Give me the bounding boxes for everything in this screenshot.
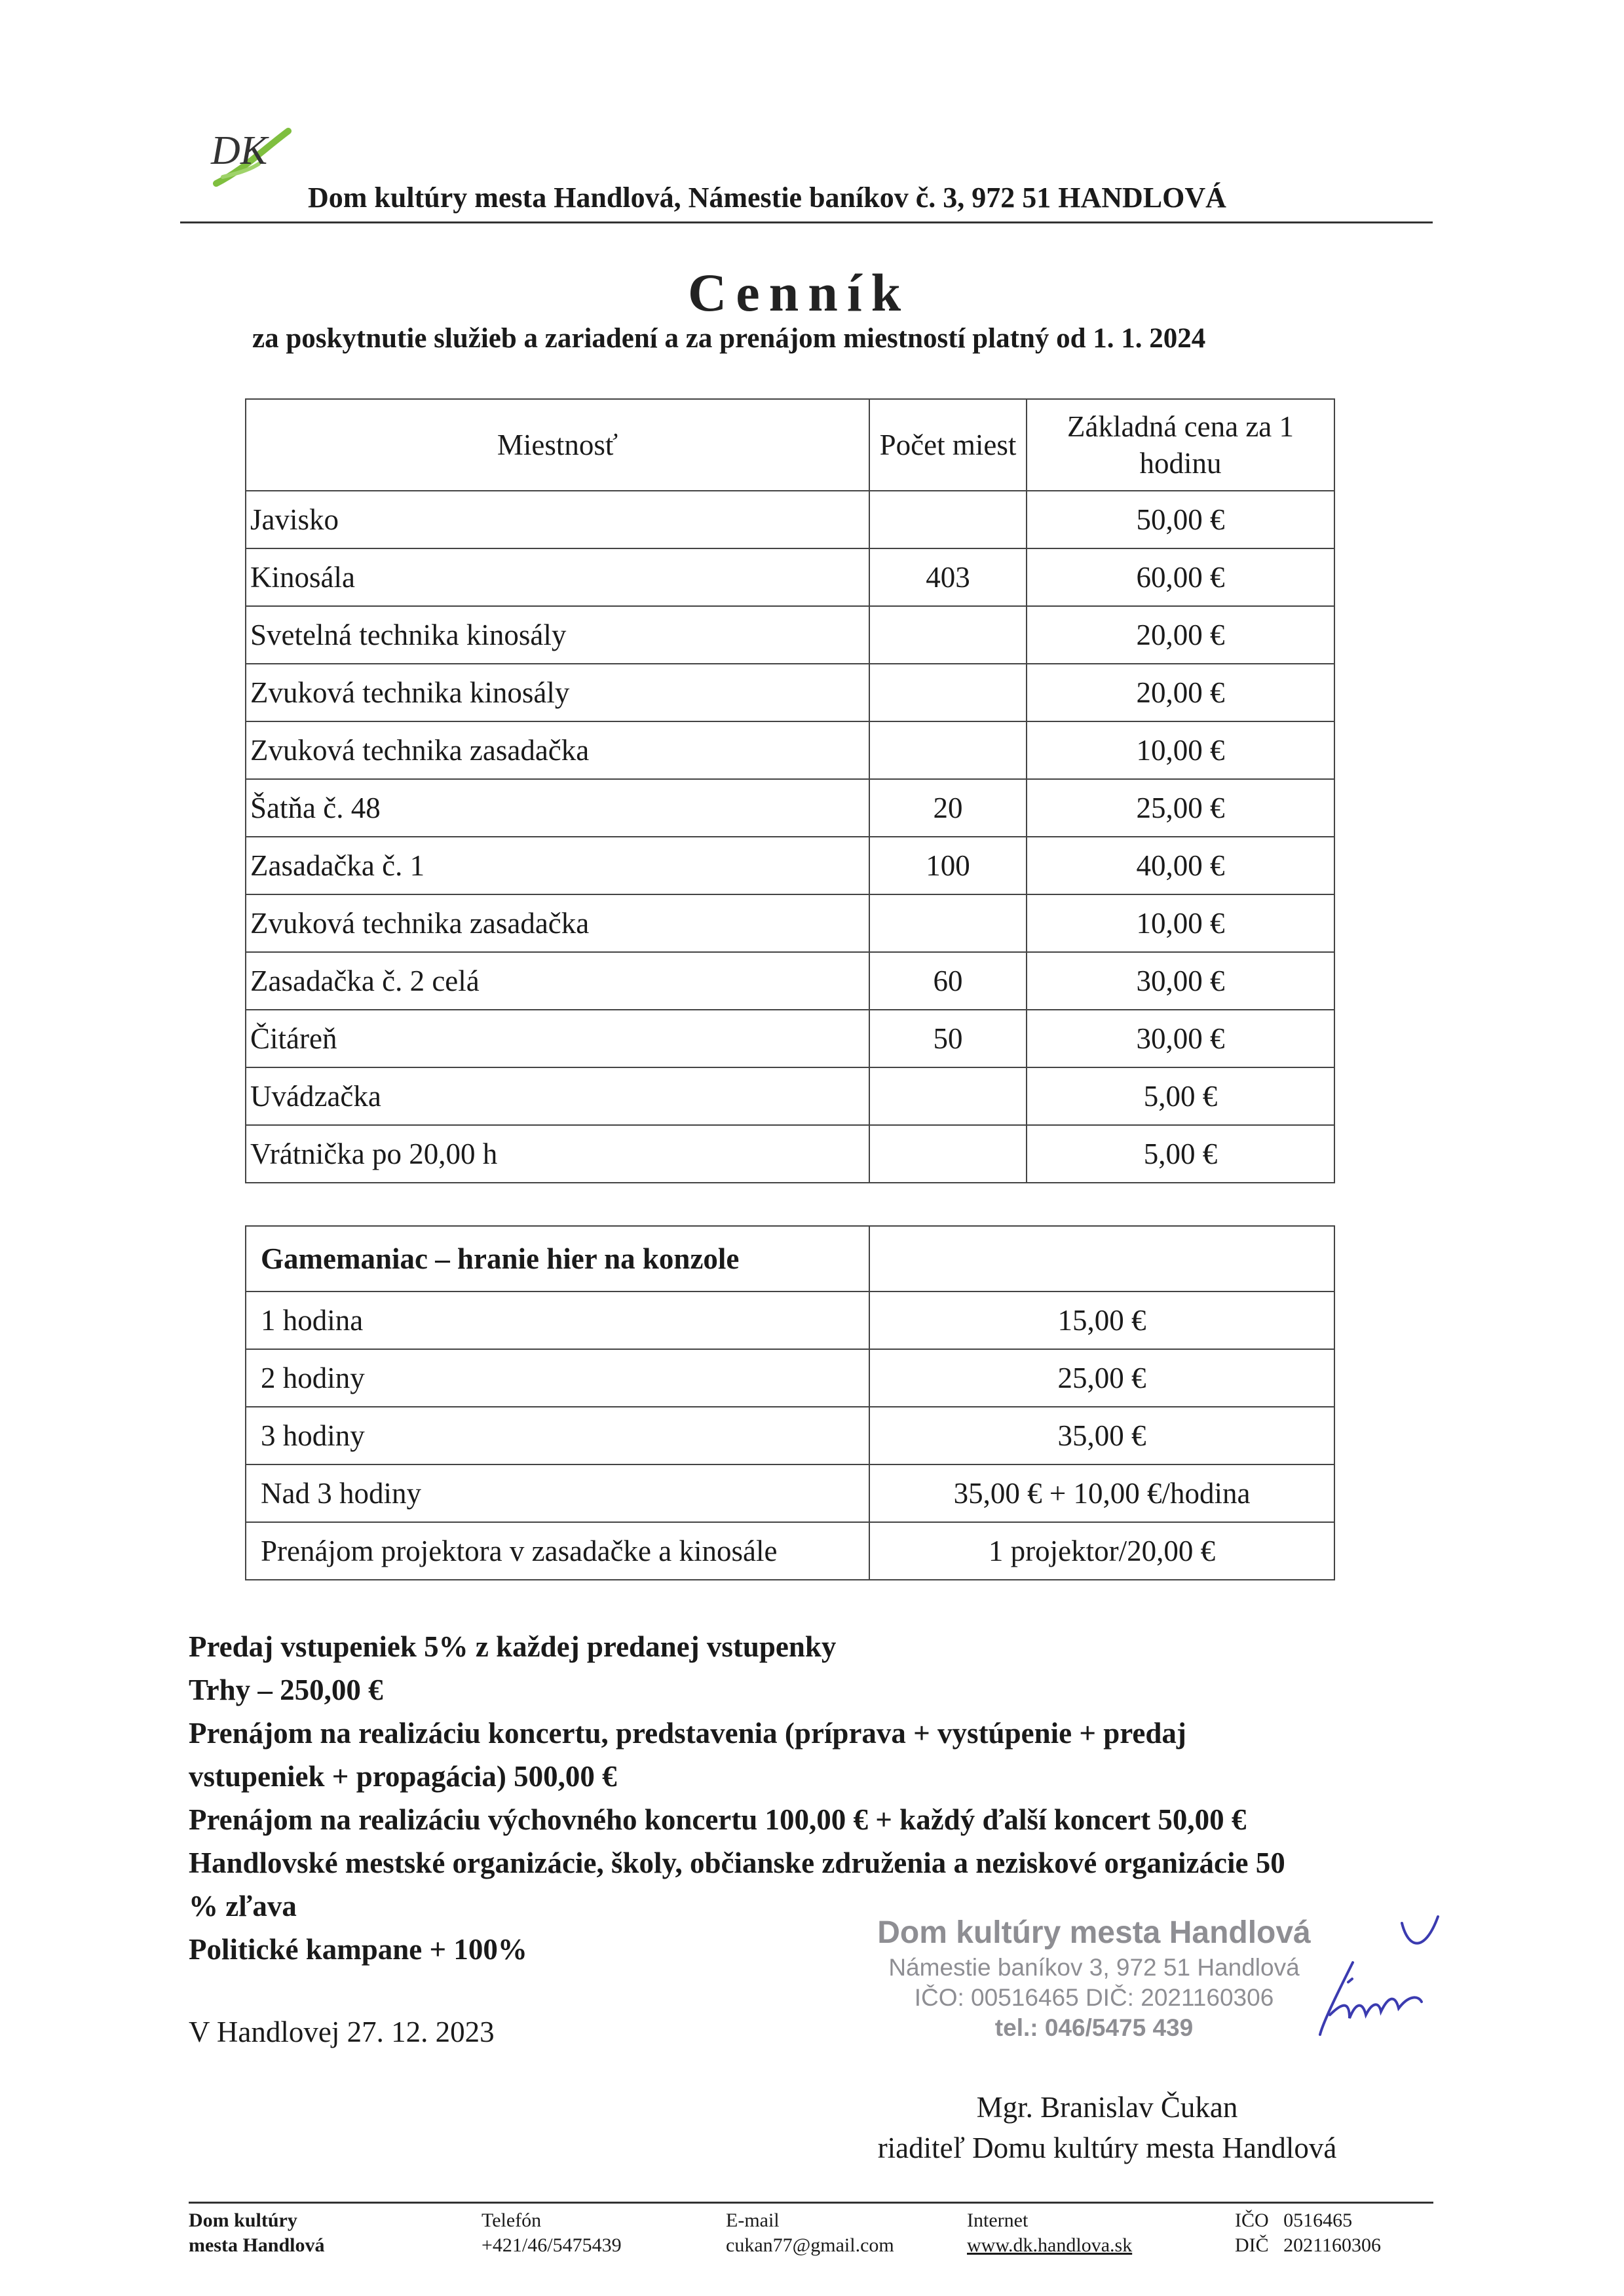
table-header-row [246,399,1334,491]
dk-logo [197,111,295,197]
note-line: Trhy – 250,00 € [189,1674,383,1706]
footer-ico-value: 0516465 [1283,2210,1353,2231]
room-cell: Uvádzačka [246,1067,869,1125]
footer-email-label: E-mail [726,2210,780,2231]
room-cell: Javisko [246,491,869,548]
capacity-cell: 100 [869,837,1027,894]
header-title: Dom kultúry mesta Handlová, Námestie baníkov č. 3, 972 51 HANDLOVÁ [308,182,1226,214]
capacity-cell: 403 [869,548,1027,606]
price-cell: 10,00 € [1027,894,1334,952]
capacity-cell [869,491,1027,548]
price-cell: 50,00 € [1027,491,1334,548]
price-cell: 10,00 € [1027,721,1334,779]
capacity-cell: 20 [869,779,1027,837]
price-cell: 35,00 € [869,1407,1334,1464]
room-cell: Čitáreň [246,1010,869,1067]
item-cell: 2 hodiny [246,1349,869,1407]
table-row [246,548,1334,606]
item-cell: Prenájom projektora v zasadačke a kinosále [246,1522,869,1580]
note-line: Politické kampane + 100% [189,1933,527,1966]
stamp-line-3: IČO: 00516465 DIČ: 2021160306 [914,1984,1274,2011]
note-line: Handlovské mestské organizácie, školy, občianske združenia a neziskové organizácie 50 [189,1846,1285,1879]
gamemaniac-price-table [245,1225,1335,1580]
price-cell: 5,00 € [1027,1125,1334,1183]
table-row [246,1522,1334,1580]
price-cell: 5,00 € [1027,1067,1334,1125]
document-subtitle: za poskytnutie služieb a zariadení a za prenájom miestností platný od 1. 1. 2024 [252,323,1206,354]
footer-web-link[interactable]: www.dk.handlova.sk [967,2234,1133,2256]
footer-divider [189,2202,1433,2204]
gamemaniac-header-row [246,1226,1334,1292]
footer-dic-label: DIČ [1235,2234,1269,2256]
table-row [246,491,1334,548]
capacity-cell [869,664,1027,721]
note-line: Prenájom na realizáciu koncertu, predstavenia (príprava + vystúpenie + predaj [189,1717,1186,1750]
item-cell: Nad 3 hodiny [246,1464,869,1522]
room-cell: Zvuková technika zasadačka [246,721,869,779]
note-line: vstupeniek + propagácia) 500,00 € [189,1760,617,1793]
table-row [246,894,1334,952]
price-cell: 20,00 € [1027,606,1334,664]
footer-org-line-2: mesta Handlová [189,2234,325,2256]
room-cell: Zvuková technika kinosály [246,664,869,721]
document-title: Cenník [688,263,911,322]
item-cell: 1 hodina [246,1292,869,1349]
note-line: % zľava [189,1890,297,1923]
date-line: V Handlovej 27. 12. 2023 [189,2016,495,2048]
room-cell: Kinosála [246,548,869,606]
header-divider [180,221,1433,223]
price-cell: 25,00 € [869,1349,1334,1407]
room-cell: Svetelná technika kinosály [246,606,869,664]
column-header-capacity: Počet miest [869,399,1027,491]
note-line: Prenájom na realizáciu výchovného koncertu 100,00 € + každý ďalší koncert 50,00 € [189,1803,1247,1836]
capacity-cell [869,894,1027,952]
stamp-line-1: Dom kultúry mesta Handlová [877,1915,1311,1950]
stamp-line-4: tel.: 046/5475 439 [994,2014,1194,2041]
table-row [246,1292,1334,1349]
capacity-cell [869,606,1027,664]
room-cell: Zasadačka č. 2 celá [246,952,869,1010]
price-cell: 30,00 € [1027,1010,1334,1067]
signer-block [812,2087,1402,2168]
table-row [246,1067,1334,1125]
footer-phone-label: Telefón [482,2210,542,2231]
table-row [246,721,1334,779]
table-row [246,664,1334,721]
gamemaniac-header-empty [869,1226,1334,1292]
note-line: Predaj vstupeniek 5% z každej predanej vstupenky [189,1630,837,1663]
footer-dic-value: 2021160306 [1283,2234,1382,2256]
price-cell: 60,00 € [1027,548,1334,606]
price-cell: 20,00 € [1027,664,1334,721]
signer-name: Mgr. Branislav Čukan [976,2091,1238,2124]
capacity-cell: 60 [869,952,1027,1010]
column-header-room: Miestnosť [246,399,869,491]
footer-email [726,2208,894,2258]
handwritten-signature [1304,1904,1454,2054]
price-cell: 15,00 € [869,1292,1334,1349]
table-row [246,1349,1334,1407]
footer-web-label: Internet [967,2210,1029,2231]
table-row [246,779,1334,837]
price-cell: 30,00 € [1027,952,1334,1010]
table-row [246,1010,1334,1067]
room-cell: Šatňa č. 48 [246,779,869,837]
signer-role: riaditeľ Domu kultúry mesta Handlová [877,2132,1337,2164]
item-cell: 3 hodiny [246,1407,869,1464]
footer-phone [482,2208,622,2258]
room-cell: Zvuková technika zasadačka [246,894,869,952]
capacity-cell [869,1125,1027,1183]
footer-org-line-1: Dom kultúry [189,2210,297,2231]
column-header-price: Základná cena za 1 hodinu [1027,399,1334,491]
table-row [246,1125,1334,1183]
footer-organization [189,2208,325,2258]
rooms-price-table [245,398,1335,1183]
capacity-cell: 50 [869,1010,1027,1067]
price-cell: 1 projektor/20,00 € [869,1522,1334,1580]
footer-ids [1235,2208,1381,2258]
table-row [246,952,1334,1010]
footer-web [967,2208,1132,2258]
room-cell: Zasadačka č. 1 [246,837,869,894]
footer-phone-value: +421/46/5475439 [482,2234,622,2256]
price-cell: 25,00 € [1027,779,1334,837]
organization-stamp [865,1913,1323,2043]
footer-ico-label: IČO [1235,2210,1269,2231]
price-cell: 40,00 € [1027,837,1334,894]
gamemaniac-header: Gamemaniac – hranie hier na konzole [246,1226,869,1292]
table-row [246,837,1334,894]
capacity-cell [869,721,1027,779]
table-row [246,1407,1334,1464]
footer-email-link[interactable]: cukan77@gmail.com [726,2234,894,2256]
table-row [246,1464,1334,1522]
price-cell: 35,00 € + 10,00 €/hodina [869,1464,1334,1522]
room-cell: Vrátnička po 20,00 h [246,1125,869,1183]
table-row [246,606,1334,664]
stamp-line-2: Námestie baníkov 3, 972 51 Handlová [888,1954,1300,1981]
svg-text:DK: DK [211,128,268,173]
capacity-cell [869,1067,1027,1125]
